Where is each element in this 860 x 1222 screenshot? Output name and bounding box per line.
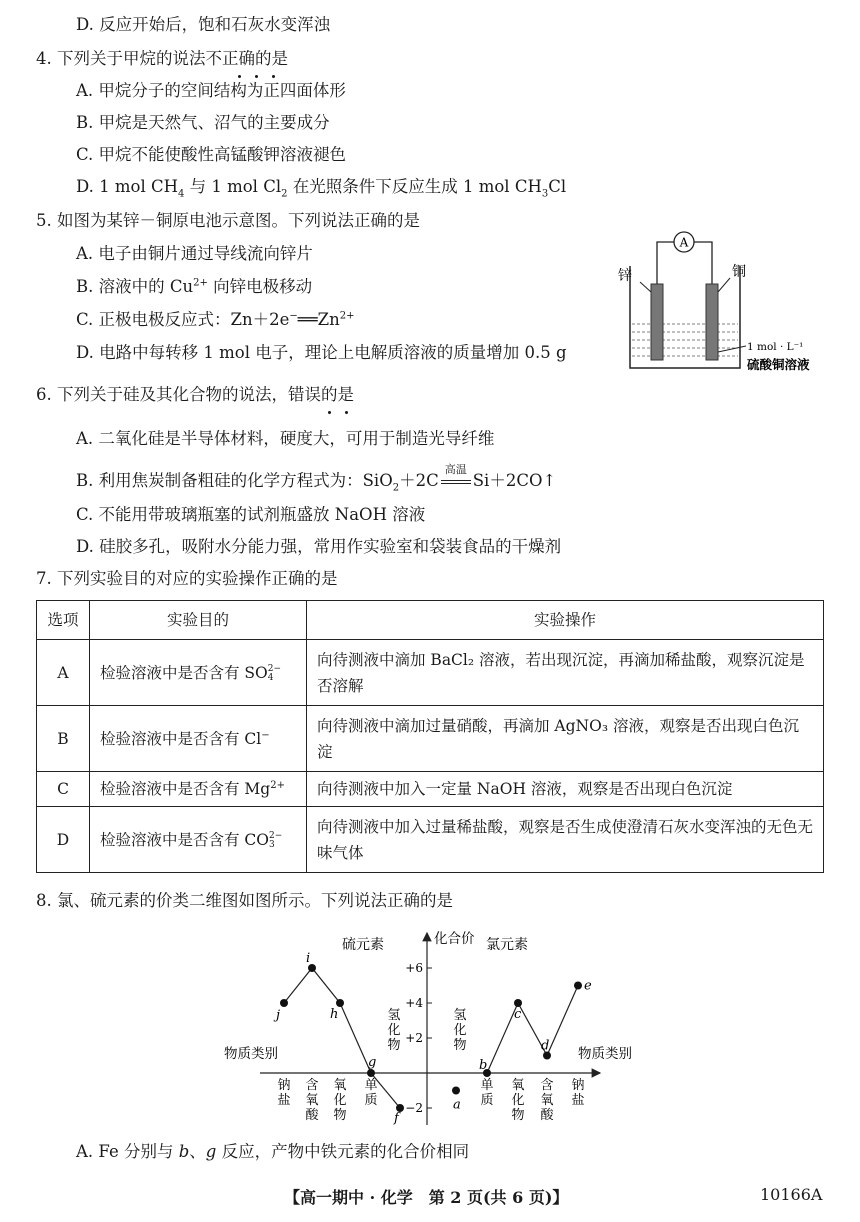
series-name: 氯元素 [486, 937, 528, 953]
x-category-label: 氢化物 [387, 1008, 401, 1053]
row-option: D [37, 807, 90, 873]
q5-option-a: A. 电子由铜片通过导线流向锌片 [76, 244, 313, 263]
point-label-g: g [368, 1055, 377, 1070]
emphasis-dot [255, 75, 258, 78]
data-point-j [280, 999, 288, 1007]
data-point-h [336, 999, 344, 1007]
point-label-h: h [330, 1007, 339, 1022]
emphasis-dot [328, 411, 331, 414]
table-row [37, 772, 824, 807]
q8-stem: 8. 氯、硫元素的价类二维图如图所示。下列说法正确的是 [36, 891, 453, 910]
y-axis-label: 化合价 [434, 931, 475, 947]
data-point-c [514, 999, 522, 1007]
series-name: 硫元素 [342, 937, 384, 953]
y-tick-label: +6 [405, 961, 423, 975]
y-tick-label: +4 [405, 996, 423, 1010]
q4-option-a: A. 甲烷分子的空间结构为正四面体形 [76, 81, 346, 100]
row-option: A [37, 640, 90, 706]
solution-label: 硫酸铜溶液 [747, 357, 810, 372]
x-axis-label-left: 物质类别 [224, 1046, 278, 1062]
x-category-label: 氧化物 [511, 1078, 525, 1123]
x-category-label: 单质 [480, 1078, 494, 1108]
y-tick-label: +2 [405, 1031, 423, 1045]
data-point-a [452, 1087, 460, 1095]
point-label-f: f [394, 1111, 399, 1126]
data-point-e [574, 982, 582, 990]
q5-option-c: C. 正极电极反应式：$Zn+2e^-══Zn^{2+}$ [76, 310, 355, 329]
point-label-b: b [479, 1058, 488, 1073]
wire-right [694, 242, 712, 284]
y-tick-label: −2 [405, 1101, 423, 1115]
x-category-label: 含氧酸 [540, 1078, 554, 1123]
concentration-label: 1 mol · L⁻¹ [747, 341, 804, 353]
x-category-label: 氢化物 [453, 1008, 467, 1053]
row-goal: 检验溶液中是否含有 $Mg^{2+}$ [90, 772, 307, 807]
col-option-header: 选项 [37, 601, 90, 640]
table-header-row [37, 601, 824, 640]
q6-stem: 6. 下列关于硅及其化合物的说法，错误的是 [36, 385, 354, 404]
row-operation: 向待测液中滴加 BaCl₂ 溶液，若出现沉淀，再滴加稀盐酸，观察沉淀是否溶解 [307, 640, 824, 706]
copper-electrode [706, 284, 718, 360]
q6-option-c: C. 不能用带玻璃瓶塞的试剂瓶盛放 NaOH 溶液 [76, 505, 426, 524]
q5-option-d: D. 电路中每转移 1 mol 电子，理论上电解质溶液的质量增加 0.5 g [76, 343, 567, 362]
point-label-a: a [453, 1097, 461, 1113]
series-line [487, 986, 578, 1074]
data-point-g [367, 1069, 375, 1077]
row-operation: 向待测液中滴加过量硝酸，再滴加 AgNO₃ 溶液，观察是否出现白色沉淀 [307, 706, 824, 772]
experiment-table [36, 600, 824, 873]
point-label-i: i [306, 951, 311, 966]
table-row [37, 640, 824, 706]
zinc-label: 锌 [618, 268, 632, 284]
q4-option-d: D. 1 mol $CH_4$ 与 1 mol $Cl_2$ 在光照条件下反应生成 1 mol $CH_3Cl$ [76, 177, 567, 200]
point-label-e: e [584, 978, 592, 994]
q4-option-b: B. 甲烷是天然气、沼气的主要成分 [76, 113, 330, 132]
point-label-d: d [541, 1038, 550, 1054]
table-row [37, 807, 824, 873]
row-goal: 检验溶液中是否含有 CO 2− 3 [90, 807, 307, 873]
q3-option-d: D. 反应开始后，饱和石灰水变浑浊 [76, 15, 331, 34]
x-category-label: 钠盐 [277, 1078, 291, 1108]
emphasis-dot [272, 75, 275, 78]
q6-option-b: B. 利用焦炭制备粗硅的化学方程式为：SiO$_2$＋2C 高温 Si＋2CO↑ [76, 462, 557, 494]
point-label-j: j [276, 1008, 281, 1023]
emphasis-dot [345, 411, 348, 414]
q8-option-a: A. Fe 分别与 b、g 反应，产物中铁元素的化合价相同 [76, 1142, 470, 1161]
emphasis-dot [238, 75, 241, 78]
galvanic-cell-figure [600, 228, 850, 378]
x-category-label: 单质 [364, 1078, 378, 1108]
row-option: B [37, 706, 90, 772]
row-operation: 向待测液中加入一定量 NaOH 溶液，观察是否出现白色沉淀 [307, 772, 824, 807]
q6-option-a: A. 二氧化硅是半导体材料，硬度大，可用于制造光导纤维 [76, 429, 495, 448]
ammeter-label: A [679, 235, 689, 250]
x-category-label: 含氧酸 [305, 1078, 319, 1123]
valence-class-chart [210, 925, 650, 1135]
zinc-electrode [651, 284, 663, 360]
q4-stem: 4. 下列关于甲烷的说法不正确的是 [36, 49, 288, 68]
reaction-condition: 高温 [444, 462, 467, 476]
copper-label: 铜 [732, 264, 746, 280]
col-operation-header: 实验操作 [307, 601, 824, 640]
row-goal: 检验溶液中是否含有 SO 2− 4 [90, 640, 307, 706]
row-operation: 向待测液中加入过量稀盐酸，观察是否生成使澄清石灰水变浑浊的无色无味气体 [307, 807, 824, 873]
paper-code: 10166A [760, 1185, 823, 1204]
q7-stem: 7. 下列实验目的对应的实验操作正确的是 [36, 569, 338, 588]
q5-stem: 5. 如图为某锌－铜原电池示意图。下列说法正确的是 [36, 211, 420, 230]
col-goal-header: 实验目的 [90, 601, 307, 640]
x-category-label: 钠盐 [571, 1078, 585, 1108]
beaker-icon [630, 266, 740, 368]
q6-option-d: D. 硅胶多孔，吸附水分能力强，常用作实验室和袋装食品的干燥剂 [76, 537, 562, 556]
row-option: C [37, 772, 90, 807]
q4-option-c: C. 甲烷不能使酸性高锰酸钾溶液褪色 [76, 145, 347, 164]
x-category-label: 氧化物 [333, 1078, 347, 1123]
row-goal: 检验溶液中是否含有 Cl− [90, 706, 307, 772]
page-footer: 【高一期中 · 化学 第 2 页(共 6 页)】 [284, 1188, 569, 1207]
point-label-c: c [514, 1007, 522, 1022]
table-row [37, 706, 824, 772]
q5-option-b: B. 溶液中的 $Cu^{2+}$ 向锌电极移动 [76, 277, 313, 296]
wire-left [657, 242, 674, 284]
x-axis-label-right: 物质类别 [578, 1046, 632, 1062]
